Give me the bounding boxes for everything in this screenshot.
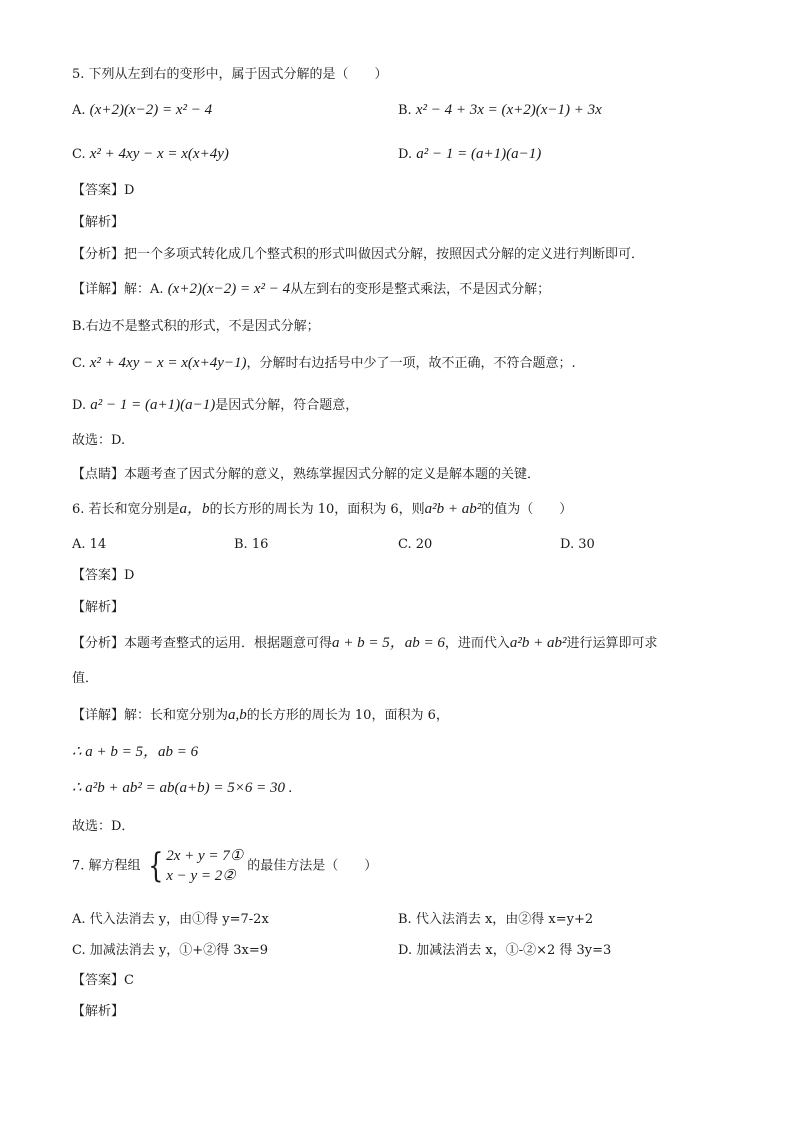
xiangjie-prefix: 解：A. <box>124 282 164 297</box>
line-d-label: D. <box>72 398 87 413</box>
answer-value: D <box>124 183 135 198</box>
xiangjie-a-text: 从左到右的变形是整式乘法，不是因式分解； <box>290 282 551 297</box>
q5-stem: 5. 下列从左到右的变形中，属于因式分解的是（ ） <box>72 67 388 82</box>
q5-option-c <box>72 145 229 164</box>
option-expr: x² + 4xy − x = x(x+4y) <box>89 146 229 162</box>
q7-stem-b: 的最佳方法是（ ） <box>247 858 378 874</box>
q6-step1: ∴ a + b = 5，ab = 6 <box>72 744 199 760</box>
q6-option-b <box>234 536 268 554</box>
line-d-text: 是因式分解，符合题意， <box>215 398 359 413</box>
q6-fenxi <box>72 634 658 653</box>
dianjing-tag: 【点睛】 <box>72 467 125 482</box>
option-label: C. <box>398 537 412 552</box>
q6-stem-a: 6. 若长和宽分别是 <box>72 502 180 517</box>
option-label: B. <box>398 912 412 927</box>
xiangjie-tag: 【详解】 <box>72 708 125 723</box>
q6-stem <box>72 500 572 519</box>
q7-option-c <box>72 942 268 960</box>
option-text: 加减法消去 x，①-②×2 得 3y=3 <box>416 943 612 958</box>
q5-option-a <box>72 101 212 120</box>
line-c-label: C. <box>72 356 86 371</box>
line-c-expr: x² + 4xy − x = x(x+4y−1) <box>89 355 247 371</box>
analysis-tag: 【解析】 <box>72 600 125 615</box>
q5-line-b: B.右边不是整式积的形式，不是因式分解； <box>72 319 320 334</box>
q5-guxuan: 故选：D. <box>72 433 126 448</box>
fenxi-text: 把一个多项式转化成几个整式积的形式叫做因式分解，按照因式分解的定义进行判断即可． <box>124 247 645 262</box>
xiangjie-vars: a,b <box>228 707 247 723</box>
q5-answer <box>72 182 134 200</box>
q6-option-a <box>72 536 106 554</box>
answer-tag: 【答案】 <box>72 568 125 583</box>
q7-stem <box>72 846 377 886</box>
q5-line-d <box>72 396 358 415</box>
q7-option-d <box>398 942 611 960</box>
option-value: 20 <box>415 537 433 552</box>
equation-1: 2x + y = 7① <box>166 848 244 864</box>
q5-xiangjie <box>72 280 550 299</box>
option-expr: x² − 4 + 3x = (x+2)(x−1) + 3x <box>415 102 602 118</box>
equation-system <box>145 846 244 886</box>
equation-2: x − y = 2② <box>166 868 236 884</box>
q7-stem-a: 7. 解方程组 <box>72 858 141 874</box>
answer-value: C <box>124 973 134 988</box>
line-d-expr: a² − 1 = (a+1)(a−1) <box>90 397 216 413</box>
q5-option-d <box>398 145 541 164</box>
q5-fenxi <box>72 246 644 264</box>
q7-answer <box>72 972 134 990</box>
option-value: 30 <box>578 537 595 552</box>
option-expr: (x+2)(x−2) = x² − 4 <box>89 102 213 118</box>
line-c-text: ，分解时右边括号中少了一项，故不正确，不符合题意；. <box>246 356 576 371</box>
option-expr: a² − 1 = (a+1)(a−1) <box>416 146 542 162</box>
q6-stem-b: 的长方形的周长为 10，面积为 6，则 <box>209 502 425 517</box>
q6-step2: ∴ a²b + ab² = ab(a+b) = 5×6 = 30 . <box>72 780 293 796</box>
option-value: 14 <box>89 537 107 552</box>
q5-dianjing <box>72 466 540 484</box>
option-label: A. <box>72 103 86 118</box>
xiangjie-tag: 【详解】 <box>72 282 125 297</box>
q6-xiangjie <box>72 706 449 725</box>
option-text: 代入法消去 y，由①得 y=7-2x <box>89 912 269 927</box>
q6-stem-expr: a²b + ab² <box>424 501 482 517</box>
q5-option-b <box>398 101 602 120</box>
xiangjie-a-expr: (x+2)(x−2) = x² − 4 <box>167 281 291 297</box>
q5-analysis-tag <box>72 214 124 232</box>
q6-stem-vars: a，b <box>179 501 210 517</box>
option-label: A. <box>72 912 86 927</box>
q6-stem-c: 的值为（ ） <box>481 502 573 517</box>
q7-option-a <box>72 911 269 929</box>
option-text: 加减法消去 y，①+②得 3x=9 <box>89 943 269 958</box>
xiangjie-b: 的长方形的周长为 10，面积为 6， <box>246 708 449 723</box>
q5-line-c <box>72 354 576 373</box>
brace-icon: { <box>147 846 163 886</box>
option-text: 代入法消去 x，由②得 x=y+2 <box>415 912 594 927</box>
option-label: A. <box>72 537 86 552</box>
option-label: B. <box>398 103 412 118</box>
q6-answer <box>72 567 134 585</box>
answer-tag: 【答案】 <box>72 973 125 988</box>
fenxi-expr2: a²b + ab² <box>509 635 567 651</box>
answer-value: D <box>124 568 135 583</box>
analysis-tag: 【解析】 <box>72 215 125 230</box>
fenxi-tag: 【分析】 <box>72 636 125 651</box>
fenxi-c: 进行运算即可求 <box>566 636 658 651</box>
option-label: D. <box>560 537 575 552</box>
fenxi-tag: 【分析】 <box>72 247 125 262</box>
option-label: C. <box>72 943 86 958</box>
q6-analysis-tag <box>72 599 124 617</box>
q6-fenxi-cont: 值． <box>72 671 99 686</box>
fenxi-expr1: a + b = 5，ab = 6 <box>332 635 445 651</box>
option-value: 16 <box>251 537 269 552</box>
equations <box>166 846 243 886</box>
q6-guxuan: 故选：D． <box>72 819 135 834</box>
option-label: D. <box>398 147 413 162</box>
q6-option-c <box>398 536 432 554</box>
option-label: D. <box>398 943 413 958</box>
q7-option-b <box>398 911 593 929</box>
analysis-tag: 【解析】 <box>72 1004 125 1019</box>
fenxi-b: ，进而代入 <box>444 636 510 651</box>
option-label: B. <box>234 537 248 552</box>
xiangjie-a: 解：长和宽分别为 <box>124 708 229 723</box>
answer-tag: 【答案】 <box>72 183 125 198</box>
q7-analysis-tag <box>72 1003 124 1021</box>
q6-option-d <box>560 536 595 554</box>
fenxi-a: 本题考查整式的运用．根据题意可得 <box>124 636 333 651</box>
dianjing-text: 本题考查了因式分解的意义，熟练掌握因式分解的定义是解本题的关键． <box>124 467 541 482</box>
option-label: C. <box>72 147 86 162</box>
